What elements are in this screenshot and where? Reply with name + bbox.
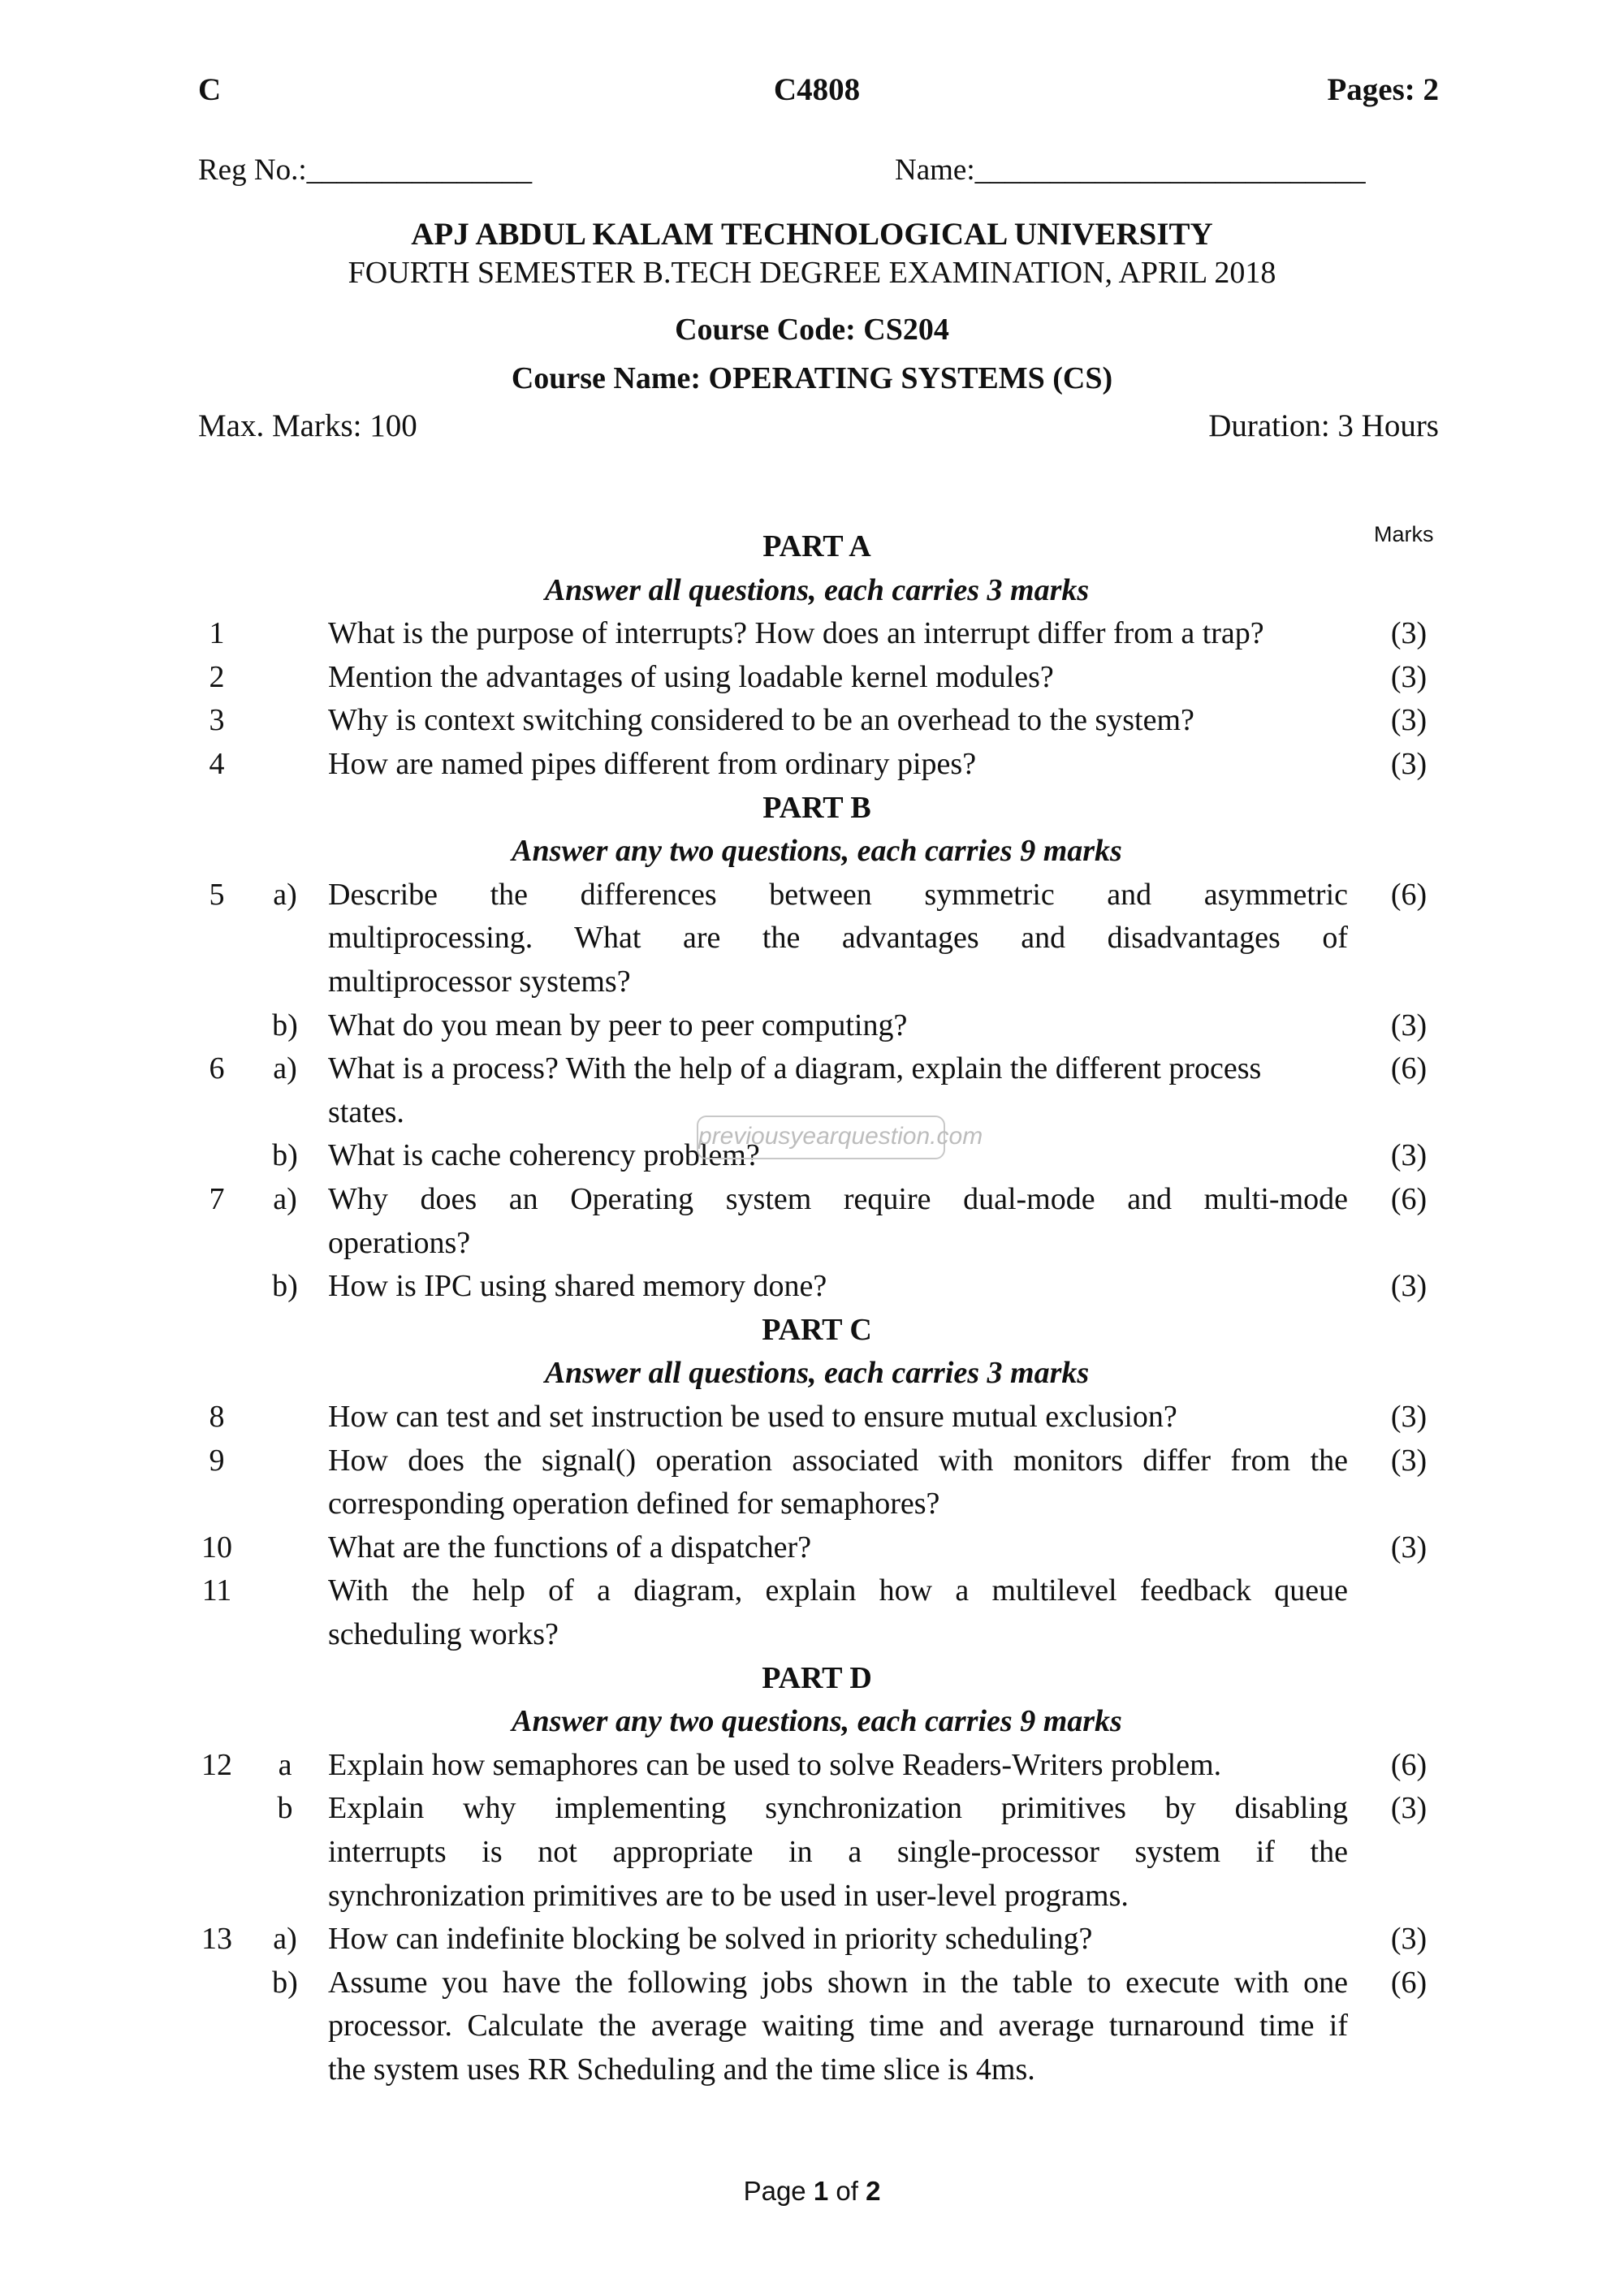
question-text: How are named pipes different from ordinary pipes? — [328, 747, 977, 781]
part-instruction — [0, 1351, 1624, 1395]
question-text: operations? — [328, 1226, 471, 1260]
question-row — [0, 655, 1624, 699]
question-row — [0, 698, 1624, 742]
name-field: Name:__________________________ — [895, 153, 1366, 187]
instruction-text: Answer any two questions, each carries 9 marks — [512, 834, 1122, 868]
course-name: Course Name: OPERATING SYSTEMS (CS) — [511, 361, 1113, 395]
question-row — [0, 1482, 1624, 1526]
question-text: Mention the advantages of using loadable kernel modules? — [328, 660, 1054, 694]
sub-question-label: a) — [273, 878, 297, 912]
question-row — [0, 611, 1624, 655]
question-number: 7 — [209, 1182, 225, 1216]
sub-question-label: b) — [272, 1269, 298, 1303]
question-text: scheduling works? — [328, 1617, 559, 1651]
question-text: What is the purpose of interrupts? How does an interrupt differ from a trap? — [328, 616, 1264, 650]
question-text: What do you mean by peer to peer computing? — [328, 1008, 908, 1042]
question-text: How can indefinite blocking be solved in priority scheduling? — [328, 1922, 1093, 1956]
question-row — [0, 1090, 1624, 1134]
university-name: APJ ABDUL KALAM TECHNOLOGICAL UNIVERSITY — [411, 217, 1213, 252]
question-marks: (6) — [1390, 1182, 1427, 1216]
sub-question-label: a) — [273, 1051, 297, 1085]
question-marks: (3) — [1390, 616, 1427, 650]
question-marks: (3) — [1390, 1400, 1427, 1434]
instruction-text: Answer any two questions, each carries 9 marks — [512, 1704, 1122, 1738]
sub-question-label: a) — [273, 1182, 297, 1216]
part-heading — [0, 1308, 1624, 1352]
question-marks: (6) — [1390, 1051, 1427, 1085]
max-marks: Max. Marks: 100 — [198, 408, 417, 443]
question-number: 9 — [209, 1444, 225, 1478]
question-number: 3 — [209, 703, 225, 737]
question-row — [0, 1264, 1624, 1308]
reg-no-field: Reg No.:_______________ — [198, 153, 533, 187]
part-title: PART C — [762, 1313, 872, 1347]
question-marks: (3) — [1390, 1530, 1427, 1564]
question-number: 5 — [209, 878, 225, 912]
paper-code: C4808 — [773, 72, 861, 107]
question-number: 1 — [209, 616, 225, 650]
sub-question-label: a — [278, 1748, 292, 1782]
question-text: What is a process? With the help of a diagram, explain the different process — [328, 1051, 1262, 1085]
question-text: synchronization primitives are to be used in user-level programs. — [328, 1879, 1129, 1913]
question-marks: (6) — [1390, 1748, 1427, 1782]
question-text: Explain how semaphores can be used to solve Readers-Writers problem. — [328, 1748, 1222, 1782]
question-row — [0, 1874, 1624, 1918]
question-marks: (3) — [1390, 1444, 1427, 1478]
question-marks: (6) — [1390, 1966, 1427, 2000]
question-marks: (3) — [1390, 1269, 1427, 1303]
course-code: Course Code: CS204 — [675, 313, 949, 347]
question-number: 13 — [201, 1922, 232, 1956]
question-row — [0, 1743, 1624, 1787]
question-row — [0, 1569, 1624, 1612]
question-text: states. — [328, 1095, 404, 1129]
question-number: 4 — [209, 747, 225, 781]
question-row — [0, 1786, 1624, 1830]
question-text: What is cache coherency problem? — [328, 1138, 760, 1172]
question-row — [0, 1133, 1624, 1177]
question-text: Explain why implementing synchronization primitives by disabling — [328, 1791, 1348, 1825]
watermark-stamp: previousyearquestion.com — [697, 1116, 945, 1159]
question-text: How does the signal() operation associated with monitors differ from the — [328, 1444, 1348, 1478]
question-text: the system uses RR Scheduling and the time slice is 4ms. — [328, 2052, 1035, 2087]
page-footer — [0, 2176, 1624, 2207]
question-text: With the help of a diagram, explain how a multilevel feedback queue — [328, 1573, 1348, 1608]
question-row — [0, 1177, 1624, 1221]
part-title: PART A — [762, 529, 871, 563]
question-number: 10 — [201, 1530, 232, 1564]
sub-question-label: b) — [272, 1008, 298, 1042]
question-text: Describe the differences between symmetric and asymmetric — [328, 878, 1348, 912]
question-marks: (3) — [1390, 1008, 1427, 1042]
question-row — [0, 1917, 1624, 1961]
question-text: What are the functions of a dispatcher? — [328, 1530, 812, 1564]
question-marks: (3) — [1390, 1791, 1427, 1825]
sub-question-label: b) — [272, 1966, 298, 2000]
question-row — [0, 1830, 1624, 1874]
question-number: 6 — [209, 1051, 225, 1085]
part-instruction — [0, 1699, 1624, 1743]
sub-question-label: a) — [273, 1922, 297, 1956]
question-text: Why does an Operating system require dual-mode and multi-mode — [328, 1182, 1348, 1216]
instruction-text: Answer all questions, each carries 3 marks — [544, 573, 1090, 607]
set-label: C — [198, 72, 222, 107]
question-row — [0, 873, 1624, 917]
question-marks: (3) — [1390, 1922, 1427, 1956]
question-text: multiprocessing. What are the advantages and disadvantages of — [328, 921, 1348, 955]
question-row — [0, 916, 1624, 960]
question-row — [0, 2048, 1624, 2091]
question-marks: (6) — [1390, 878, 1427, 912]
question-row — [0, 1003, 1624, 1047]
question-row — [0, 1612, 1624, 1656]
question-row — [0, 960, 1624, 1003]
sub-question-label: b) — [272, 1138, 298, 1172]
question-text: multiprocessor systems? — [328, 965, 631, 999]
part-title: PART B — [762, 791, 871, 825]
pages-count: Pages: 2 — [1327, 72, 1439, 107]
question-row — [0, 1961, 1624, 2005]
part-instruction — [0, 568, 1624, 612]
question-marks: (3) — [1390, 1138, 1427, 1172]
question-row — [0, 1526, 1624, 1569]
question-text: processor. Calculate the average waiting time and average turnaround time if — [328, 2009, 1348, 2043]
part-heading — [0, 786, 1624, 830]
part-title: PART D — [762, 1661, 872, 1695]
page-word: Page — [743, 2176, 806, 2206]
page-number: 1 — [813, 2176, 829, 2206]
question-row — [0, 742, 1624, 786]
question-number: 8 — [209, 1400, 225, 1434]
of-word: of — [836, 2176, 858, 2206]
question-number: 12 — [201, 1748, 232, 1782]
duration: Duration: 3 Hours — [1208, 408, 1439, 443]
question-number: 11 — [201, 1573, 232, 1608]
question-number: 2 — [209, 660, 225, 694]
question-row — [0, 1047, 1624, 1090]
part-heading — [0, 524, 1624, 568]
sub-question-label: b — [277, 1791, 293, 1825]
instruction-text: Answer all questions, each carries 3 marks — [544, 1356, 1090, 1390]
marks-column-header: Marks — [1374, 522, 1434, 546]
question-row — [0, 1395, 1624, 1439]
question-text: Why is context switching considered to be an overhead to the system? — [328, 703, 1194, 737]
question-text: How can test and set instruction be used to ensure mutual exclusion? — [328, 1400, 1177, 1434]
question-text: How is IPC using shared memory done? — [328, 1269, 827, 1303]
question-row — [0, 1439, 1624, 1482]
question-marks: (3) — [1390, 660, 1427, 694]
page-total: 2 — [866, 2176, 881, 2206]
question-row — [0, 2004, 1624, 2048]
question-text: interrupts is not appropriate in a single-processor system if the — [328, 1835, 1348, 1869]
question-row — [0, 1221, 1624, 1265]
part-heading — [0, 1656, 1624, 1700]
part-instruction — [0, 829, 1624, 873]
question-marks: (3) — [1390, 703, 1427, 737]
question-text: Assume you have the following jobs shown in the table to execute with one — [328, 1966, 1348, 2000]
exam-title: FOURTH SEMESTER B.TECH DEGREE EXAMINATION, APRIL 2018 — [348, 256, 1276, 290]
question-text: corresponding operation defined for semaphores? — [328, 1487, 940, 1521]
question-marks: (3) — [1390, 747, 1427, 781]
